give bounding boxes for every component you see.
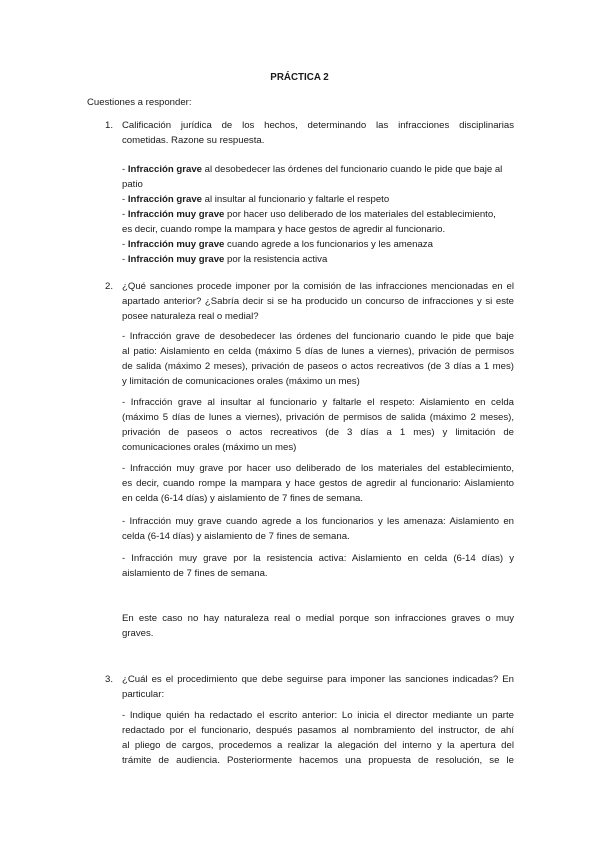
question-2-paragraph-5: - Infracción muy grave por la resistencia activa: Aislamiento en celda (6-14 días) y aislamiento de 7 fines de semana.: [122, 553, 514, 579]
question-3-number: 3.: [105, 674, 114, 685]
question-3-text: ¿Cuál es el procedimiento que debe seguirse para imponer las sanciones indicadas? En particular:: [122, 674, 514, 700]
question-2-paragraph-4: - Infracción muy grave cuando agrede a los funcionarios y les amenaza: Aislamiento en celda (6-14 días) y aislamiento de 7 fines de semana.: [122, 516, 514, 542]
question-2-paragraph-2: - Infracción grave al insultar al funcionario y faltarle el respeto: Aislamiento en celda (máximo 5 días de lunes a viernes), privación de permisos de salida (máximo 2 meses), privación de paseos o actos recreativos (de 3 días a 1 mes) y limitación de comunicaciones orales (máximo un mes): [122, 397, 514, 453]
question-3-paragraph-1: - Indique quién ha redactado el escrito anterior: Lo inicia el director mediante un parte redactado por el funcionario, después pasamos al nombramiento del instructor, de ahí al pliego de cargos, procedemos a realizar la alegación del interno y la apertura del trámite de audiencia. Posteriormente hacemos una propuesta de resolución, se le: [122, 710, 514, 766]
answer-item-continuation: es decir, cuando rompe la mampara y hace gestos de agredir al funcionario.: [122, 224, 446, 235]
answer-item-continuation: patio: [122, 179, 143, 190]
question-2-paragraph-1: - Infracción grave de desobedecer las órdenes del funcionario cuando le pide que baje al patio: Aislamiento en celda (máximo 5 días de lunes a viernes), privación de permisos de salida (máximo 2 meses), privación de paseos o actos recreativos (de 3 días a 1 mes) y limitación de comunicaciones orales (máximo un mes): [122, 331, 514, 387]
question-1-text: Calificación jurídica de los hechos, determinando las infracciones disciplinarias cometidas. Razone su respuesta.: [122, 120, 514, 146]
answer-item: - Infracción muy grave por la resistencia activa: [122, 254, 328, 265]
answer-item: - Infracción grave al desobedecer las órdenes del funcionario cuando le pide que baje al: [122, 164, 503, 175]
answer-item: - Infracción muy grave cuando agrede a los funcionarios y les amenaza: [122, 239, 433, 250]
question-2-number: 2.: [105, 281, 114, 292]
question-2-paragraph-6: En este caso no hay naturaleza real o medial porque son infracciones graves o muy graves.: [122, 613, 514, 639]
answer-item: - Infracción muy grave por hacer uso deliberado de los materiales del establecimiento,: [122, 209, 496, 220]
question-1-number: 1.: [105, 120, 114, 131]
intro-text: Cuestiones a responder:: [87, 97, 192, 108]
question-2-text: ¿Qué sanciones procede imponer por la comisión de las infracciones mencionadas en el apartado anterior? ¿Sabría decir si se ha producido un concurso de infracciones y si este posee naturaleza real o medial?: [122, 281, 514, 322]
answer-item: - Infracción grave al insultar al funcionario y faltarle el respeto: [122, 194, 390, 205]
document-title: PRÁCTICA 2: [270, 72, 329, 83]
question-2-paragraph-3: - Infracción muy grave por hacer uso deliberado de los materiales del establecimiento, es decir, cuando rompe la mampara y hace gestos de agredir al funcionario: Aislamiento en celda (6-14 días) y aislamiento de 7 fines de semana.: [122, 463, 514, 504]
question-1-answer: [122, 162, 514, 267]
